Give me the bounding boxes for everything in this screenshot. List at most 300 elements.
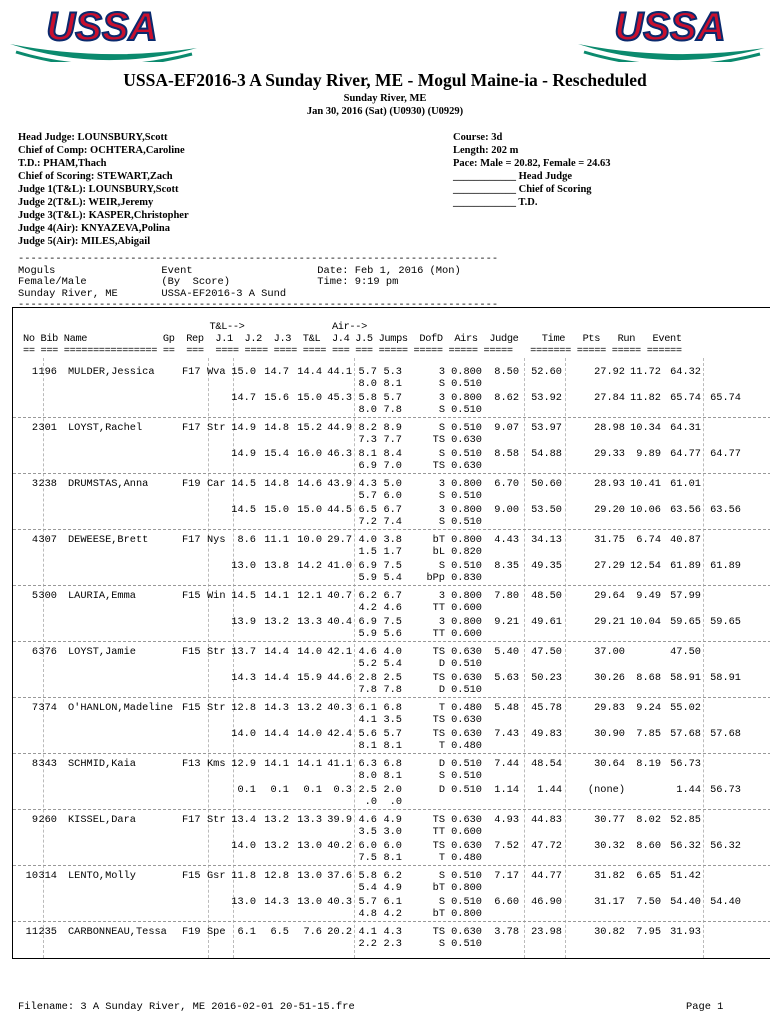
judge-4-air: 5.2 (358, 658, 377, 670)
judge-1-score: 14.5 (231, 478, 256, 490)
group: F17 (182, 422, 201, 434)
run-time: 37.00 (594, 646, 625, 658)
judge-4-air: 4.2 (358, 602, 377, 614)
ussa-logo-left (2, 4, 202, 67)
official-line: Chief of Scoring: STEWART,Zach (18, 171, 173, 182)
run-time: 27.84 (594, 392, 625, 404)
run-time: 31.17 (594, 896, 625, 908)
judge-4-air: 4.6 (358, 646, 377, 658)
judge-5-air: 7.4 (383, 516, 402, 528)
judge-4-air: 4.3 (358, 478, 377, 490)
judge-2-score: 13.8 (264, 560, 289, 572)
jump-code: T (438, 740, 445, 752)
run-score: 55.02 (670, 702, 701, 714)
judge-5-air: 6.7 (383, 504, 402, 516)
airs-score: 7.17 (494, 870, 519, 882)
tl-total: 40.3 (327, 702, 352, 714)
airs-score: 9.00 (494, 504, 519, 516)
time-points: 11.72 (630, 366, 661, 378)
judge-3-score: 14.2 (297, 560, 322, 572)
degree-of-difficulty: 0.600 (451, 628, 482, 640)
event-score: 61.89 (710, 560, 741, 572)
degree-of-difficulty: 0.800 (451, 882, 482, 894)
report-header-line: Sunday River, ME USSA-EF2016-3 A Sund (18, 287, 287, 300)
jump-code: S (438, 404, 445, 416)
judge-total: 44.77 (531, 870, 562, 882)
judge-1-score: 14.7 (231, 392, 256, 404)
time-points: 10.41 (630, 478, 661, 490)
degree-of-difficulty: 0.510 (451, 658, 482, 670)
judge-5-air: 4.3 (383, 926, 402, 938)
degree-of-difficulty: 0.510 (451, 560, 482, 572)
logo-text-left: USSA (46, 5, 158, 49)
judge-2-score: 14.8 (264, 422, 289, 434)
athlete-name: LENTO,Molly (68, 870, 136, 882)
jump-code: bPp (426, 572, 445, 584)
col-divider-airs (524, 358, 525, 958)
run-score: 63.56 (670, 504, 701, 516)
judge-2-score: 14.1 (264, 758, 289, 770)
judge-total: 23.98 (531, 926, 562, 938)
jump-code: T (438, 852, 445, 864)
tl-total: 40.3 (327, 896, 352, 908)
degree-of-difficulty: 0.510 (451, 378, 482, 390)
judge-4-air: 6.1 (358, 702, 377, 714)
judge-4-air: 8.0 (358, 770, 377, 782)
judge-3-score: 7.6 (303, 926, 322, 938)
degree-of-difficulty: 0.630 (451, 714, 482, 726)
jump-code: 3 (438, 478, 445, 490)
run-score: 56.73 (670, 758, 701, 770)
degree-of-difficulty: 0.630 (451, 672, 482, 684)
judge-total: 34.13 (531, 534, 562, 546)
time-points: 10.06 (630, 504, 661, 516)
group: F19 (182, 478, 201, 490)
place-number: 4 (31, 534, 38, 546)
time-points: 12.54 (630, 560, 661, 572)
event-score: 59.65 (710, 616, 741, 628)
judge-3-score: 13.3 (297, 814, 322, 826)
judge-5-air: 8.9 (383, 422, 402, 434)
judge-5-air: 5.7 (383, 392, 402, 404)
tl-total: 29.7 (327, 534, 352, 546)
airs-score: 5.40 (494, 646, 519, 658)
report-header-line: Female/Male (By Score) Time: 9:19 pm (18, 276, 399, 288)
judge-4-air: 8.0 (358, 404, 377, 416)
judge-5-air: 8.1 (383, 770, 402, 782)
results-table (12, 307, 770, 959)
jump-code: S (438, 490, 445, 502)
jump-code: TS (432, 672, 445, 684)
judge-3-score: 13.0 (297, 896, 322, 908)
jump-code: S (438, 516, 445, 528)
run-score: 65.74 (670, 392, 701, 404)
judge-3-score: 14.0 (297, 646, 322, 658)
club: Str (207, 422, 226, 434)
bib-number: 343 (38, 758, 57, 770)
group: F15 (182, 870, 201, 882)
judge-3-score: 13.0 (297, 870, 322, 882)
athlete-name: O'HANLON,Madeline (68, 702, 174, 714)
official-line: Judge 5(Air): MILES,Abigail (18, 236, 151, 247)
judge-2-score: 11.1 (264, 534, 289, 546)
judge-4-air: 6.0 (358, 840, 377, 852)
run-time: 30.82 (594, 926, 625, 938)
judge-2-score: 13.2 (264, 616, 289, 628)
judge-2-score: 13.2 (264, 814, 289, 826)
course-line: ____________ Head Judge (453, 171, 573, 182)
degree-of-difficulty: 0.800 (451, 616, 482, 628)
judge-5-air: 7.5 (383, 616, 402, 628)
judge-3-score: 14.6 (297, 478, 322, 490)
athlete-name: KISSEL,Dara (68, 814, 136, 826)
jump-code: S (438, 870, 445, 882)
judge-4-air: .0 (364, 796, 377, 808)
degree-of-difficulty: 0.510 (451, 684, 482, 696)
bib-number: 376 (38, 646, 57, 658)
judge-1-score: 13.7 (231, 646, 256, 658)
place-number: 6 (31, 646, 38, 658)
judge-3-score: 15.9 (297, 672, 322, 684)
run-score: 1.44 (676, 784, 701, 796)
degree-of-difficulty: 0.510 (451, 516, 482, 528)
report-header-line: ----------------------------------------------------------------------------- (18, 299, 499, 311)
judge-1-score: 13.0 (231, 896, 256, 908)
row-separator (13, 641, 770, 642)
judge-5-air: 3.5 (383, 714, 402, 726)
logo-text-right: USSA (614, 5, 726, 49)
judge-4-air: 5.8 (358, 870, 377, 882)
location-subtitle: Sunday River, ME (343, 93, 427, 104)
judge-5-air: 8.1 (383, 852, 402, 864)
judge-2-score: 13.2 (264, 840, 289, 852)
event-score: 65.74 (710, 392, 741, 404)
run-score: 40.87 (670, 534, 701, 546)
judge-5-air: 6.8 (383, 702, 402, 714)
judge-1-score: 11.8 (231, 870, 256, 882)
degree-of-difficulty: 0.800 (451, 392, 482, 404)
bib-number: 238 (38, 478, 57, 490)
degree-of-difficulty: 0.510 (451, 404, 482, 416)
time-points: 8.19 (636, 758, 661, 770)
judge-5-air: 4.2 (383, 908, 402, 920)
jump-code: S (438, 770, 445, 782)
judge-5-air: 5.4 (383, 658, 402, 670)
jump-code: TT (432, 628, 445, 640)
judge-total: 50.60 (531, 478, 562, 490)
run-score: 58.91 (670, 672, 701, 684)
jump-code: S (438, 560, 445, 572)
tl-total: 40.2 (327, 840, 352, 852)
jump-code: T (438, 702, 445, 714)
judge-4-air: 3.5 (358, 826, 377, 838)
airs-score: 7.43 (494, 728, 519, 740)
official-line: Judge 1(T&L): LOUNSBURY,Scott (18, 184, 179, 195)
judge-1-score: 14.5 (231, 590, 256, 602)
time-points: 10.34 (630, 422, 661, 434)
run-score: 57.99 (670, 590, 701, 602)
degree-of-difficulty: 0.510 (451, 896, 482, 908)
jump-code: D (438, 658, 445, 670)
row-separator (13, 473, 770, 474)
jump-code: D (438, 784, 445, 796)
time-points: 11.82 (630, 392, 661, 404)
degree-of-difficulty: 0.800 (451, 504, 482, 516)
footer-filename: Filename: 3 A Sunday River, ME 2016-02-01 20-51-15.fre (18, 1001, 355, 1013)
col-divider-no (43, 358, 44, 958)
run-time: 29.21 (594, 616, 625, 628)
judge-5-air: 5.7 (383, 728, 402, 740)
judge-5-air: 4.6 (383, 602, 402, 614)
judge-5-air: 5.6 (383, 628, 402, 640)
judge-1-score: 12.9 (231, 758, 256, 770)
tl-total: 39.9 (327, 814, 352, 826)
judge-5-air: 4.9 (383, 814, 402, 826)
judge-2-score: 12.8 (264, 870, 289, 882)
judge-5-air: 4.0 (383, 646, 402, 658)
judge-5-air: 7.8 (383, 684, 402, 696)
degree-of-difficulty: 0.480 (451, 852, 482, 864)
club: Spe (207, 926, 226, 938)
official-line: Chief of Comp: OCHTERA,Caroline (18, 145, 185, 156)
judge-5-air: 7.7 (383, 434, 402, 446)
degree-of-difficulty: 0.630 (451, 814, 482, 826)
official-line: Judge 4(Air): KNYAZEVA,Polina (18, 223, 170, 234)
run-score: 31.93 (670, 926, 701, 938)
time-points: 9.89 (636, 448, 661, 460)
run-score: 64.32 (670, 366, 701, 378)
judge-4-air: 6.9 (358, 616, 377, 628)
tl-total: 42.1 (327, 646, 352, 658)
degree-of-difficulty: 0.800 (451, 534, 482, 546)
airs-score: 7.80 (494, 590, 519, 602)
judge-1-score: 6.1 (237, 926, 256, 938)
judge-3-score: 0.1 (303, 784, 322, 796)
degree-of-difficulty: 0.510 (451, 448, 482, 460)
group: F17 (182, 534, 201, 546)
judge-5-air: 3.8 (383, 534, 402, 546)
judge-4-air: 2.2 (358, 938, 377, 950)
run-score: 61.01 (670, 478, 701, 490)
judge-4-air: 8.1 (358, 448, 377, 460)
jump-code: TS (432, 926, 445, 938)
ussa-logo-right-graphic (570, 4, 770, 62)
judge-1-score: 8.6 (237, 534, 256, 546)
run-score: 56.32 (670, 840, 701, 852)
airs-score: 1.14 (494, 784, 519, 796)
judge-total: 49.61 (531, 616, 562, 628)
judge-4-air: 1.5 (358, 546, 377, 558)
judge-total: 53.50 (531, 504, 562, 516)
tl-total: 45.3 (327, 392, 352, 404)
judge-2-score: 14.7 (264, 366, 289, 378)
jump-code: 3 (438, 392, 445, 404)
run-time: 29.64 (594, 590, 625, 602)
judge-2-score: 0.1 (270, 784, 289, 796)
club: Gsr (207, 870, 226, 882)
jump-code: bT (432, 534, 445, 546)
judge-4-air: 5.7 (358, 896, 377, 908)
judge-2-score: 14.1 (264, 590, 289, 602)
course-line: ____________ T.D. (453, 197, 538, 208)
tl-total: 20.2 (327, 926, 352, 938)
judge-3-score: 14.4 (297, 366, 322, 378)
judge-5-air: 5.4 (383, 572, 402, 584)
judge-1-score: 14.3 (231, 672, 256, 684)
row-separator (13, 809, 770, 810)
club: Nys (207, 534, 226, 546)
jump-code: TS (432, 814, 445, 826)
place-number: 7 (31, 702, 38, 714)
judge-total: 47.72 (531, 840, 562, 852)
judge-4-air: 7.8 (358, 684, 377, 696)
degree-of-difficulty: 0.510 (451, 758, 482, 770)
run-score: 59.65 (670, 616, 701, 628)
run-score: 64.31 (670, 422, 701, 434)
degree-of-difficulty: 0.630 (451, 434, 482, 446)
judge-total: 45.78 (531, 702, 562, 714)
judge-2-score: 15.4 (264, 448, 289, 460)
airs-score: 4.93 (494, 814, 519, 826)
judge-5-air: 6.8 (383, 758, 402, 770)
judge-1-score: 14.0 (231, 728, 256, 740)
judge-4-air: 4.6 (358, 814, 377, 826)
judge-3-score: 15.0 (297, 392, 322, 404)
judge-4-air: 5.4 (358, 882, 377, 894)
judge-4-air: 4.1 (358, 714, 377, 726)
run-time: 30.32 (594, 840, 625, 852)
run-score: 47.50 (670, 646, 701, 658)
degree-of-difficulty: 0.630 (451, 728, 482, 740)
date-subtitle: Jan 30, 2016 (Sat) (U0930) (U0929) (306, 106, 464, 117)
course-line: ____________ Chief of Scoring (453, 184, 592, 195)
run-time: 28.98 (594, 422, 625, 434)
judge-total: 44.83 (531, 814, 562, 826)
athlete-name: DEWEESE,Brett (68, 534, 149, 546)
run-time: 30.64 (594, 758, 625, 770)
judge-3-score: 10.0 (297, 534, 322, 546)
judge-1-score: 14.5 (231, 504, 256, 516)
run-score: 51.42 (670, 870, 701, 882)
tl-total: 44.6 (327, 672, 352, 684)
judge-4-air: 7.5 (358, 852, 377, 864)
tl-total: 0.3 (333, 784, 352, 796)
run-score: 64.77 (670, 448, 701, 460)
jump-code: TS (432, 460, 445, 472)
col-divider-gp (208, 358, 209, 958)
degree-of-difficulty: 0.830 (451, 572, 482, 584)
judge-5-air: 5.0 (383, 478, 402, 490)
airs-score: 6.70 (494, 478, 519, 490)
judge-4-air: 8.0 (358, 378, 377, 390)
run-time: 29.83 (594, 702, 625, 714)
time-points: 7.95 (636, 926, 661, 938)
judge-5-air: 6.0 (383, 490, 402, 502)
judge-total: 52.60 (531, 366, 562, 378)
judge-1-score: 14.9 (231, 448, 256, 460)
row-separator (13, 753, 770, 754)
judge-5-air: 5.3 (383, 366, 402, 378)
run-score: 57.68 (670, 728, 701, 740)
judge-4-air: 5.7 (358, 366, 377, 378)
judge-5-air: 3.0 (383, 826, 402, 838)
judge-1-score: 0.1 (237, 784, 256, 796)
table-header-line: No Bib Name Gp Rep J.1 J.2 J.3 T&L J.4 J.5 Jumps DofD Airs Judge Time Pts Run Event (23, 333, 682, 345)
judge-4-air: 5.6 (358, 728, 377, 740)
degree-of-difficulty: 0.510 (451, 938, 482, 950)
jump-code: TS (432, 646, 445, 658)
judge-4-air: 7.3 (358, 434, 377, 446)
jump-code: D (438, 684, 445, 696)
tl-total: 40.4 (327, 616, 352, 628)
page-title: USSA-EF2016-3 A Sunday River, ME - Mogul Maine-ia - Rescheduled (123, 70, 647, 90)
degree-of-difficulty: 0.600 (451, 602, 482, 614)
jump-code: TS (432, 728, 445, 740)
club: Str (207, 646, 226, 658)
table-header-line: == === ================ == === ==== ==== ==== ==== === === ===== ===== ===== ===== ======= ===== ===== ====== (23, 345, 682, 357)
ussa-logo-right (570, 4, 770, 67)
judge-total: 46.90 (531, 896, 562, 908)
degree-of-difficulty: 0.630 (451, 840, 482, 852)
judge-5-air: 7.5 (383, 560, 402, 572)
jump-code: bL (432, 546, 445, 558)
jump-code: bT (432, 908, 445, 920)
event-score: 57.68 (710, 728, 741, 740)
jump-code: S (438, 422, 445, 434)
judge-4-air: 4.8 (358, 908, 377, 920)
bib-number: 260 (38, 814, 57, 826)
judge-2-score: 14.4 (264, 728, 289, 740)
group: F19 (182, 926, 201, 938)
athlete-name: MULDER,Jessica (68, 366, 155, 378)
course-info (453, 131, 610, 209)
ussa-logo-left-graphic (2, 4, 202, 62)
judge-total: 48.50 (531, 590, 562, 602)
run-score: 54.40 (670, 896, 701, 908)
judge-3-score: 13.3 (297, 616, 322, 628)
judge-5-air: 4.9 (383, 882, 402, 894)
jump-code: S (438, 938, 445, 950)
judge-4-air: 8.1 (358, 740, 377, 752)
airs-score: 9.07 (494, 422, 519, 434)
run-time: 27.29 (594, 560, 625, 572)
bib-number: 300 (38, 590, 57, 602)
time-points: 9.49 (636, 590, 661, 602)
tl-total: 43.9 (327, 478, 352, 490)
judge-5-air: 6.0 (383, 840, 402, 852)
bib-number: 314 (38, 870, 57, 882)
place-number: 10 (25, 870, 38, 882)
judge-4-air: 4.1 (358, 926, 377, 938)
judge-1-score: 14.0 (231, 840, 256, 852)
judge-4-air: 8.2 (358, 422, 377, 434)
time-points: 8.68 (636, 672, 661, 684)
jump-code: TT (432, 602, 445, 614)
athlete-name: LOYST,Jamie (68, 646, 136, 658)
judge-total: 53.92 (531, 392, 562, 404)
judge-5-air: 2.3 (383, 938, 402, 950)
jump-code: D (438, 758, 445, 770)
place-number: 8 (31, 758, 38, 770)
footer-page: Page 1 (686, 1001, 724, 1013)
airs-score: 6.60 (494, 896, 519, 908)
report-header (18, 254, 498, 312)
official-line: T.D.: PHAM,Thach (18, 158, 107, 169)
run-score: 61.89 (670, 560, 701, 572)
club: Wva (207, 366, 226, 378)
official-line: Judge 3(T&L): KASPER,Christopher (18, 210, 189, 221)
airs-score: 5.48 (494, 702, 519, 714)
